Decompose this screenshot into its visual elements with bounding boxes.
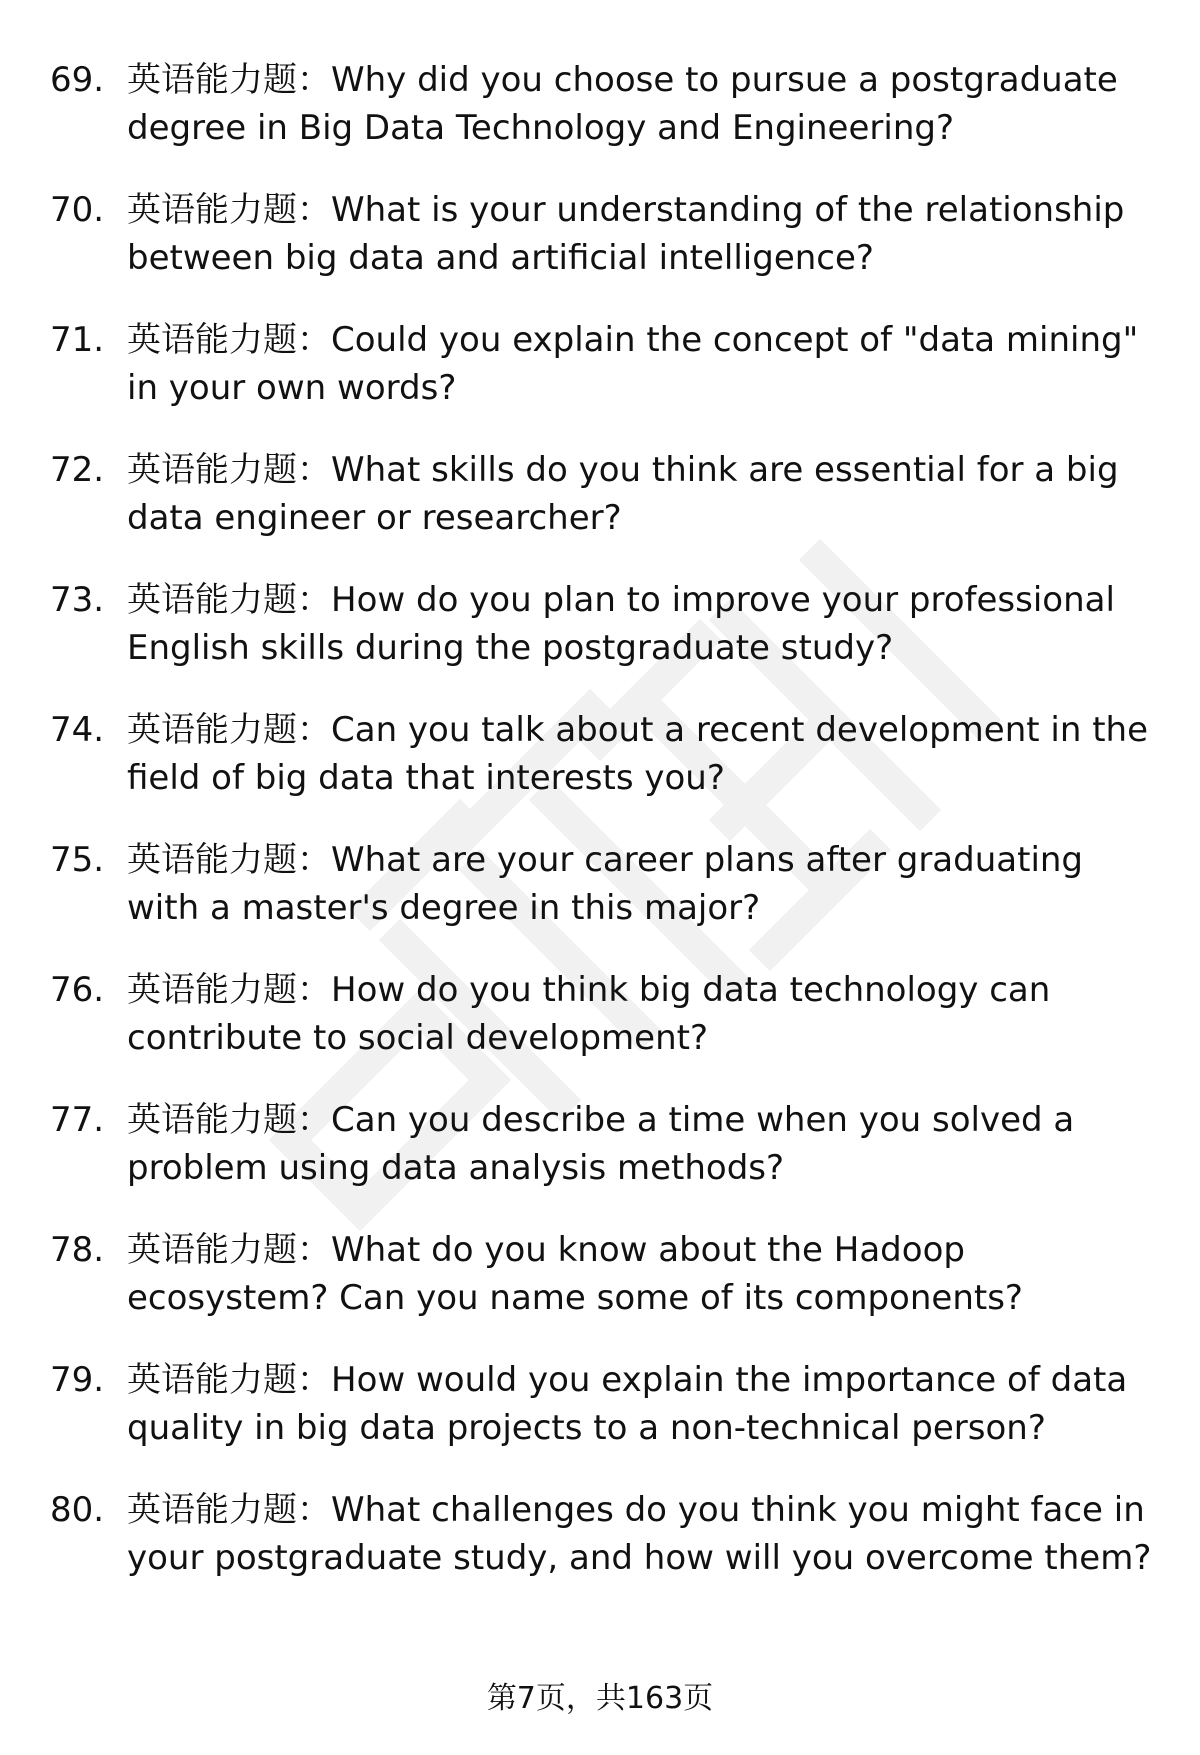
question-text: Can you talk about a recent development in the field of big data that interests you? [127,710,1149,798]
question-text: What challenges do you think you might face in your postgraduate study, and how will you overcome them? [127,1490,1152,1578]
question-item-73 [50,576,1160,672]
question-body [127,1486,1157,1582]
question-body [127,1096,1157,1192]
question-body [127,56,1157,152]
question-item-69 [50,56,1160,152]
question-item-74 [50,706,1160,802]
question-number: 74. [50,710,105,750]
question-number: 72. [50,450,105,490]
question-body [127,446,1157,542]
question-number: 75. [50,840,105,880]
question-body [127,1226,1157,1322]
page-number-footer: 第7页，共163页 [486,1681,714,1716]
question-label: 英语能力题： [127,970,331,1010]
question-text: How do you plan to improve your professional English skills during the postgraduate study? [127,580,1115,668]
question-label: 英语能力题： [127,1100,331,1140]
question-item-72 [50,446,1160,542]
question-body [127,576,1157,672]
question-text: What is your understanding of the relationship between big data and artificial intelligence? [127,190,1125,278]
question-number: 78. [50,1230,105,1270]
question-item-76 [50,966,1160,1062]
question-number: 80. [50,1490,105,1530]
question-body [127,706,1157,802]
question-label: 英语能力题： [127,190,331,230]
question-label: 英语能力题： [127,320,331,360]
question-label: 英语能力题： [127,1490,331,1530]
question-list [50,56,1160,1616]
question-body [127,966,1157,1062]
question-number: 79. [50,1360,105,1400]
question-label: 英语能力题： [127,840,331,880]
question-label: 英语能力题： [127,1360,331,1400]
question-label: 英语能力题： [127,580,331,620]
question-number: 69. [50,60,105,100]
question-label: 英语能力题： [127,1230,331,1270]
question-number: 70. [50,190,105,230]
question-body [127,316,1157,412]
question-text: What are your career plans after graduating with a master's degree in this major? [127,840,1084,928]
question-label: 英语能力题： [127,710,331,750]
question-label: 英语能力题： [127,60,331,100]
question-item-78 [50,1226,1160,1322]
question-body [127,1356,1157,1452]
question-body [127,836,1157,932]
question-number: 71. [50,320,105,360]
question-item-77 [50,1096,1160,1192]
question-body [127,186,1157,282]
question-item-79 [50,1356,1160,1452]
question-text: Can you describe a time when you solved a problem using data analysis methods? [127,1100,1075,1188]
question-text: Why did you choose to pursue a postgraduate degree in Big Data Technology and Engineering? [127,60,1118,148]
question-number: 76. [50,970,105,1010]
question-number: 77. [50,1100,105,1140]
question-item-80 [50,1486,1160,1582]
question-item-71 [50,316,1160,412]
question-label: 英语能力题： [127,450,331,490]
question-number: 73. [50,580,105,620]
question-text: What do you know about the Hadoop ecosystem? Can you name some of its components? [127,1230,1023,1318]
question-item-70 [50,186,1160,282]
question-text: How would you explain the importance of data quality in big data projects to a non-technical person? [127,1360,1128,1448]
question-item-75 [50,836,1160,932]
question-text: How do you think big data technology can contribute to social development? [127,970,1051,1058]
question-text: What skills do you think are essential for a big data engineer or researcher? [127,450,1119,538]
question-text: Could you explain the concept of "data mining" in your own words? [127,320,1139,408]
